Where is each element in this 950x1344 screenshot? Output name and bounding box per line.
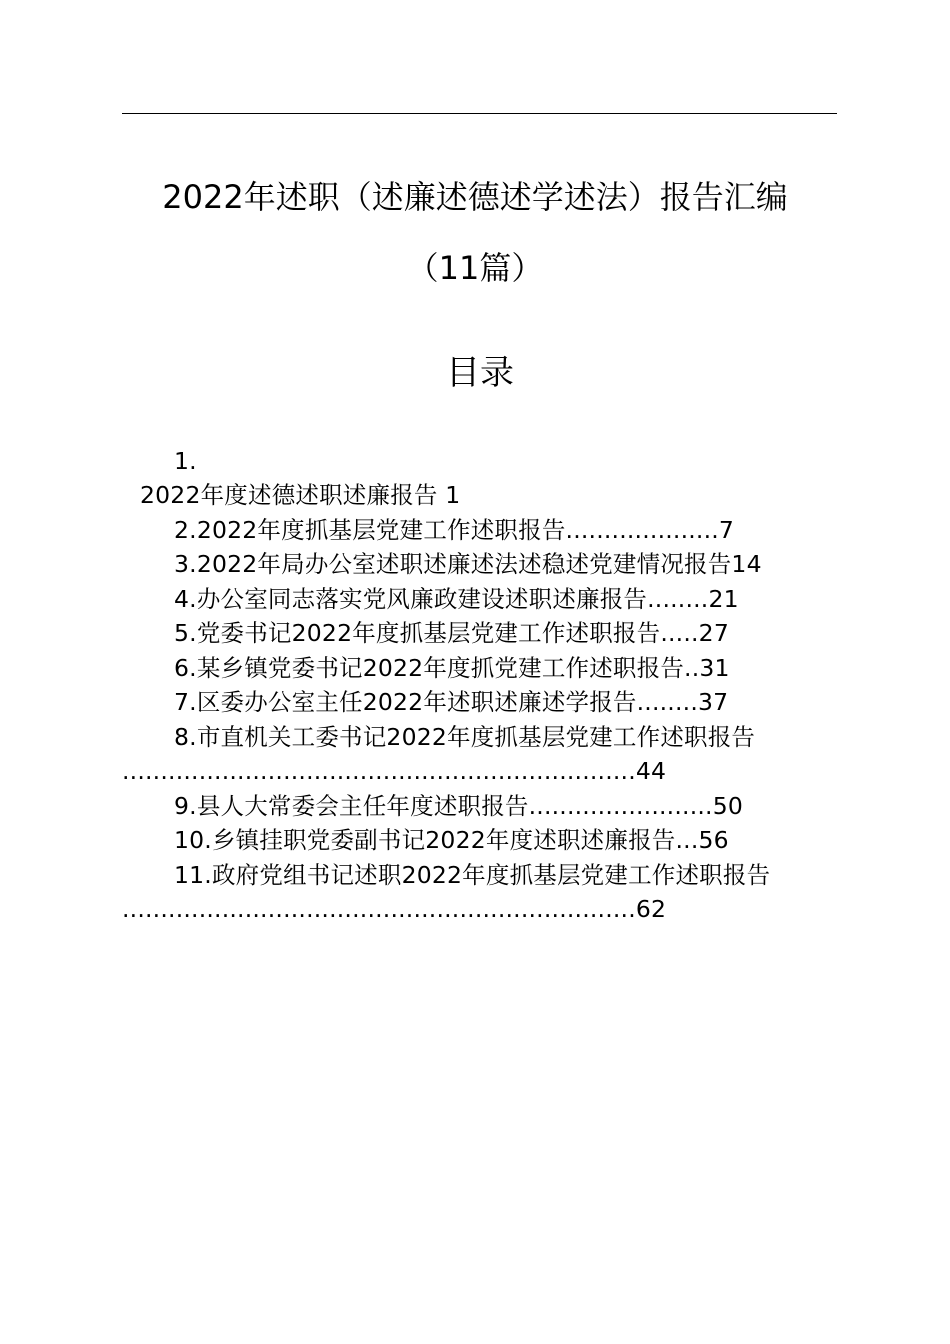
header-rule xyxy=(122,113,837,114)
toc-entry: 9.县人大常委会主任年度述职报告........................50 xyxy=(174,792,744,820)
toc-entry-continuation: ...................................................................62 xyxy=(122,895,667,923)
toc-entry: 6.某乡镇党委书记2022年度抓党建工作述职报告..31 xyxy=(174,654,730,682)
toc-entry: 2.2022年度抓基层党建工作述职报告....................7 xyxy=(174,516,735,544)
document-title: 2022年述职（述廉述德述学述法）报告汇编 xyxy=(162,178,788,216)
toc-entry: 3.2022年局办公室述职述廉述法述稳述党建情况报告14 xyxy=(174,550,762,578)
toc-entry: 4.办公室同志落实党风廉政建设述职述廉报告........21 xyxy=(174,585,739,613)
toc-entry: 2022年度述德述职述廉报告 1 xyxy=(140,481,461,509)
toc-entry: 8.市直机关工委书记2022年度抓基层党建工作述职报告 xyxy=(174,723,756,751)
toc-entry: 11.政府党组书记述职2022年度抓基层党建工作述职报告 xyxy=(174,861,771,889)
toc-entry: 1. xyxy=(174,447,197,475)
toc-entry: 7.区委办公室主任2022年述职述廉述学报告........37 xyxy=(174,688,729,716)
toc-heading: 目录 xyxy=(446,353,514,393)
toc-entry: 10.乡镇挂职党委副书记2022年度述职述廉报告...56 xyxy=(174,826,729,854)
toc-entry-continuation: ...................................................................44 xyxy=(122,757,667,785)
toc-entry: 5.党委书记2022年度抓基层党建工作述职报告.....27 xyxy=(174,619,729,647)
document-subtitle: （11篇） xyxy=(406,249,544,287)
